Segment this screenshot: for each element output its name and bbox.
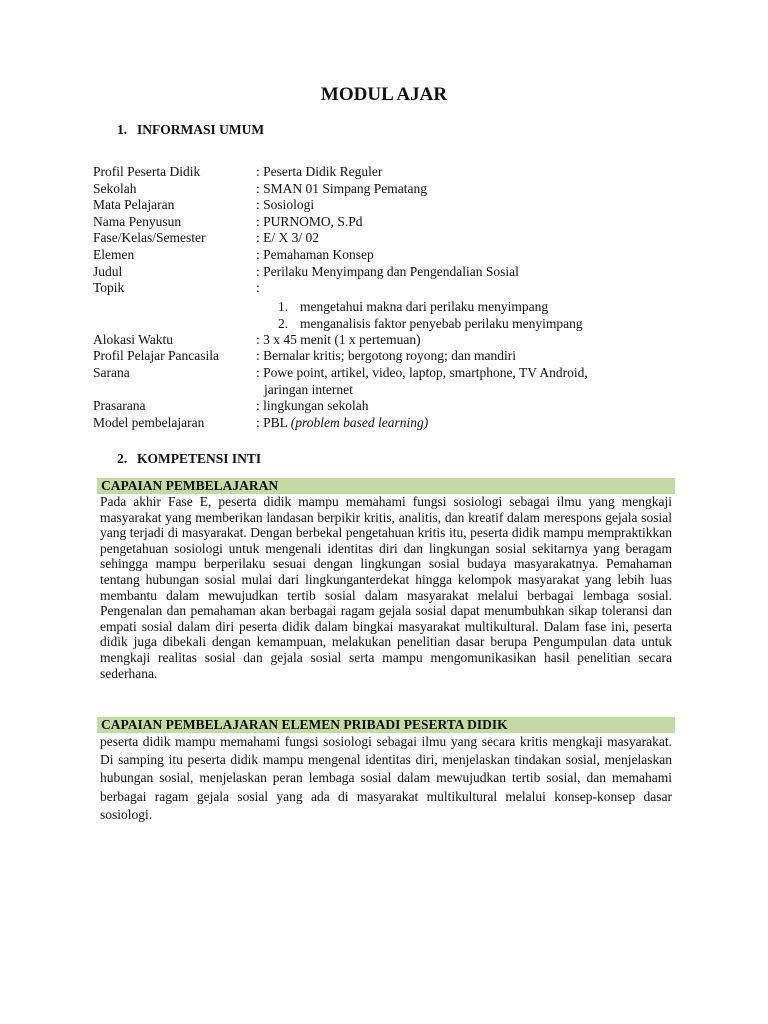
info-row: [93, 365, 693, 382]
topic-number: 1.: [278, 298, 289, 314]
info-label: Sarana: [93, 364, 130, 380]
info-row: [93, 382, 693, 399]
info-value: : 3 x 45 menit (1 x pertemuan): [256, 331, 421, 347]
info-value: : PURNOMO, S.Pd: [256, 213, 363, 229]
info-label: Nama Penyusun: [93, 213, 182, 229]
info-label: Topik: [93, 280, 125, 296]
info-row: [93, 197, 693, 214]
info-label: Fase/Kelas/Semester: [93, 230, 206, 246]
topic-number: 2.: [278, 315, 289, 331]
info-value: :: [256, 280, 260, 296]
topic-text: menganalisis faktor penyebab perilaku menyimpang: [300, 315, 583, 331]
info-label: Judul: [93, 263, 123, 279]
info-value: : SMAN 01 Simpang Pematang: [256, 180, 427, 196]
section-kompetensi-inti: [117, 451, 261, 467]
info-label: Prasarana: [93, 398, 146, 414]
info-row: [93, 280, 693, 297]
info-value: : Perilaku Menyimpang dan Pengendalian Sosial: [256, 263, 519, 279]
info-label: Model pembelajaran: [93, 414, 205, 430]
info-row: [93, 348, 693, 365]
model-prefix: : PBL: [256, 414, 291, 430]
section-number: 2.: [117, 451, 128, 466]
info-row: [93, 247, 693, 264]
section-heading: INFORMASI UMUM: [137, 122, 265, 137]
topic-list: [93, 297, 693, 332]
info-value: : lingkungan sekolah: [256, 398, 369, 414]
info-value: : Peserta Didik Reguler: [256, 164, 383, 179]
info-value: : Bernalar kritis; bergotong royong; dan mandiri: [256, 348, 516, 364]
info-label: Elemen: [93, 246, 135, 262]
box-body: Pada akhir Fase E, peserta didik mampu memahami fungsi sosiologi sebagai ilmu yang mengkaji masyarakat yang memberikan landasan berpikir kritis, analitis, dan kreatif dalam merespons gejala sosial yang terjadi di masyarakat. Dengan berbekal pengetahuan kritis itu, peserta didik mampu mempraktikkan pengetahuan sosiologi untuk mengenali identitas diri dan lingkungan sosial sekitarnya yang beragam sehingga mampu berperilaku sesuai dengan lingkungan sosial budaya masyarakatnya. Pemahaman tentang hubungan sosial mulai dari lingkunganterdekat hingga kelompok masyarakat yang lebih luas membantu dalam mewujudkan tertib sosial dalam masyarakat melalui berbagai lembaga sosial. Pengenalan dan pemahaman akan berbagai ragam gejala sosial dapat menumbuhkan sikap toleransi dan empati sosial dalam diri peserta didik dalam bingkai masyarakat multikultural. Dalam fase ini, peserta didik juga dibekali dengan kemampuan, melakukan penelitian dasar berupa Pengumpulan data untuk mengkaji realitas sosial dan gejala sosial serta mampu mengomunikasikan hasil penelitian secara sederhana.: [100, 494, 672, 681]
model-italic: (problem based learning): [290, 414, 429, 430]
info-label: Profil Peserta Didik: [93, 164, 201, 179]
section-informasi-umum: [117, 122, 264, 138]
info-row: [93, 415, 693, 432]
section-heading: KOMPETENSI INTI: [137, 451, 262, 466]
info-row: [93, 230, 693, 247]
info-value: : Pemahaman Konsep: [256, 246, 374, 262]
box-body: peserta didik mampu memahami fungsi sosiologi sebagai ilmu yang secara kritis mengkaji masyarakat. Di samping itu peserta didik mampu mengenal identitas diri, menjelaskan tindakan sosial, menjelaskan hubungan sosial, menjelaskan peran lembaga sosial dalam mewujudkan tertib sosial, dan memahami berbagai ragam gejala sosial yang ada di masyarakat multikultural melalui konsep-konsep dasar sosiologi.: [100, 734, 672, 822]
info-label: Mata Pelajaran: [93, 197, 175, 213]
capaian-pembelajaran-box: [97, 478, 675, 681]
topic-item: [278, 299, 548, 316]
info-label: Sekolah: [93, 180, 137, 196]
info-table: [93, 164, 693, 431]
info-row: [93, 164, 693, 181]
info-value: jaringan internet: [264, 381, 353, 397]
info-label: Alokasi Waktu: [93, 331, 174, 347]
info-value: : E/ X 3/ 02: [256, 230, 319, 246]
box-heading: CAPAIAN PEMBELAJARAN ELEMEN PRIBADI PESERTA DIDIK: [97, 717, 675, 733]
info-row: [93, 332, 693, 349]
topic-item: [278, 316, 583, 333]
info-value: : Sosiologi: [256, 197, 315, 213]
info-row: [93, 398, 693, 415]
info-row: [93, 264, 693, 281]
info-label: Profil Pelajar Pancasila: [93, 348, 219, 364]
info-row: [93, 181, 693, 198]
info-row: [93, 214, 693, 231]
box-heading: CAPAIAN PEMBELAJARAN: [97, 478, 675, 494]
section-number: 1.: [117, 122, 128, 137]
document-title: MODUL AJAR: [320, 84, 448, 105]
info-value: : Powe point, artikel, video, laptop, smartphone, TV Android,: [256, 364, 588, 380]
topic-text: mengetahui makna dari perilaku menyimpang: [300, 298, 549, 314]
capaian-elemen-box: [97, 717, 675, 824]
info-value: [256, 415, 428, 432]
